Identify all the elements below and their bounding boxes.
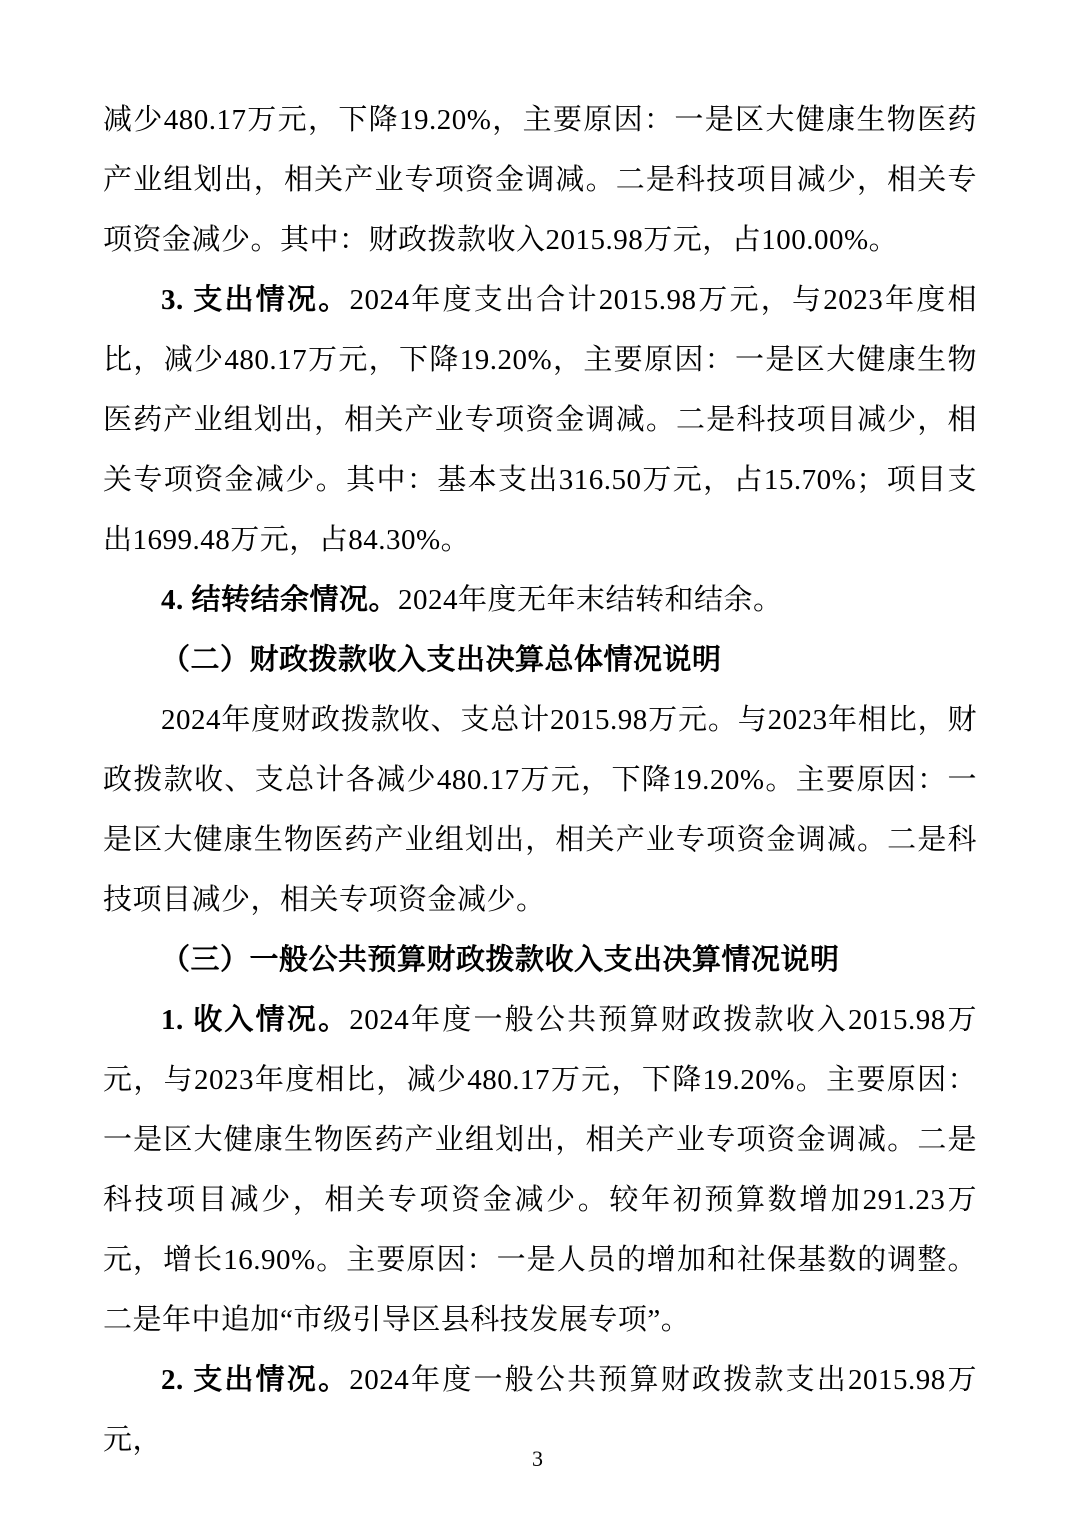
section3-heading: （三）一般公共预算财政拨款收入支出决算情况说明 <box>161 944 840 976</box>
carryover-paragraph: 减少480.17万元，下降19.20%，主要原因：一是区大健康生物医药产业组划出，相关产业专项资金调减。二是科技项目减少，相关专项资金减少。其中：财政拨款收入2015.98万元，占100.00%。 <box>103 104 977 256</box>
section2-heading: （二）财政拨款收入支出决算总体情况说明 <box>161 644 722 676</box>
item3-lead: 3. 支出情况。 <box>161 284 350 316</box>
item1-lead: 1. 收入情况。 <box>161 1004 350 1036</box>
item2-text: 2024年度一般公共预算财政拨款支出2015.98万元， <box>103 1364 977 1456</box>
paragraph-item1 <box>103 990 977 1350</box>
item4-lead: 4. 结转结余情况。 <box>161 584 399 616</box>
paragraph-item3 <box>103 270 977 570</box>
item4-text: 2024年度无年末结转和结余。 <box>398 584 783 616</box>
item3-text: 2024年度支出合计2015.98万元，与2023年度相比，减少480.17万元，下降19.20%，主要原因：一是区大健康生物医药产业组划出，相关产业专项资金调减。二是科技项目减少，相关专项资金减少。其中：基本支出316.50万元，占15.70%；项目支出1699.48万元，占84.30%。 <box>103 284 977 556</box>
item2-lead: 2. 支出情况。 <box>161 1364 350 1396</box>
document-body <box>103 90 977 1470</box>
page-number: 3 <box>532 1446 543 1471</box>
section2-paragraph: 2024年度财政拨款收、支总计2015.98万元。与2023年相比，财政拨款收、支总计各减少480.17万元，下降19.20%。主要原因：一是区大健康生物医药产业组划出，相关产业专项资金调减。二是科技项目减少，相关专项资金减少。 <box>103 704 977 916</box>
paragraph-item4 <box>103 570 977 630</box>
item1-text: 2024年度一般公共预算财政拨款收入2015.98万元，与2023年度相比，减少480.17万元，下降19.20%。主要原因：一是区大健康生物医药产业组划出，相关产业专项资金调减。二是科技项目减少，相关专项资金减少。较年初预算数增加291.23万元，增长16.90%。主要原因：一是人员的增加和社保基数的调整。二是年中追加“市级引导区县科技发展专项”。 <box>103 1004 977 1336</box>
